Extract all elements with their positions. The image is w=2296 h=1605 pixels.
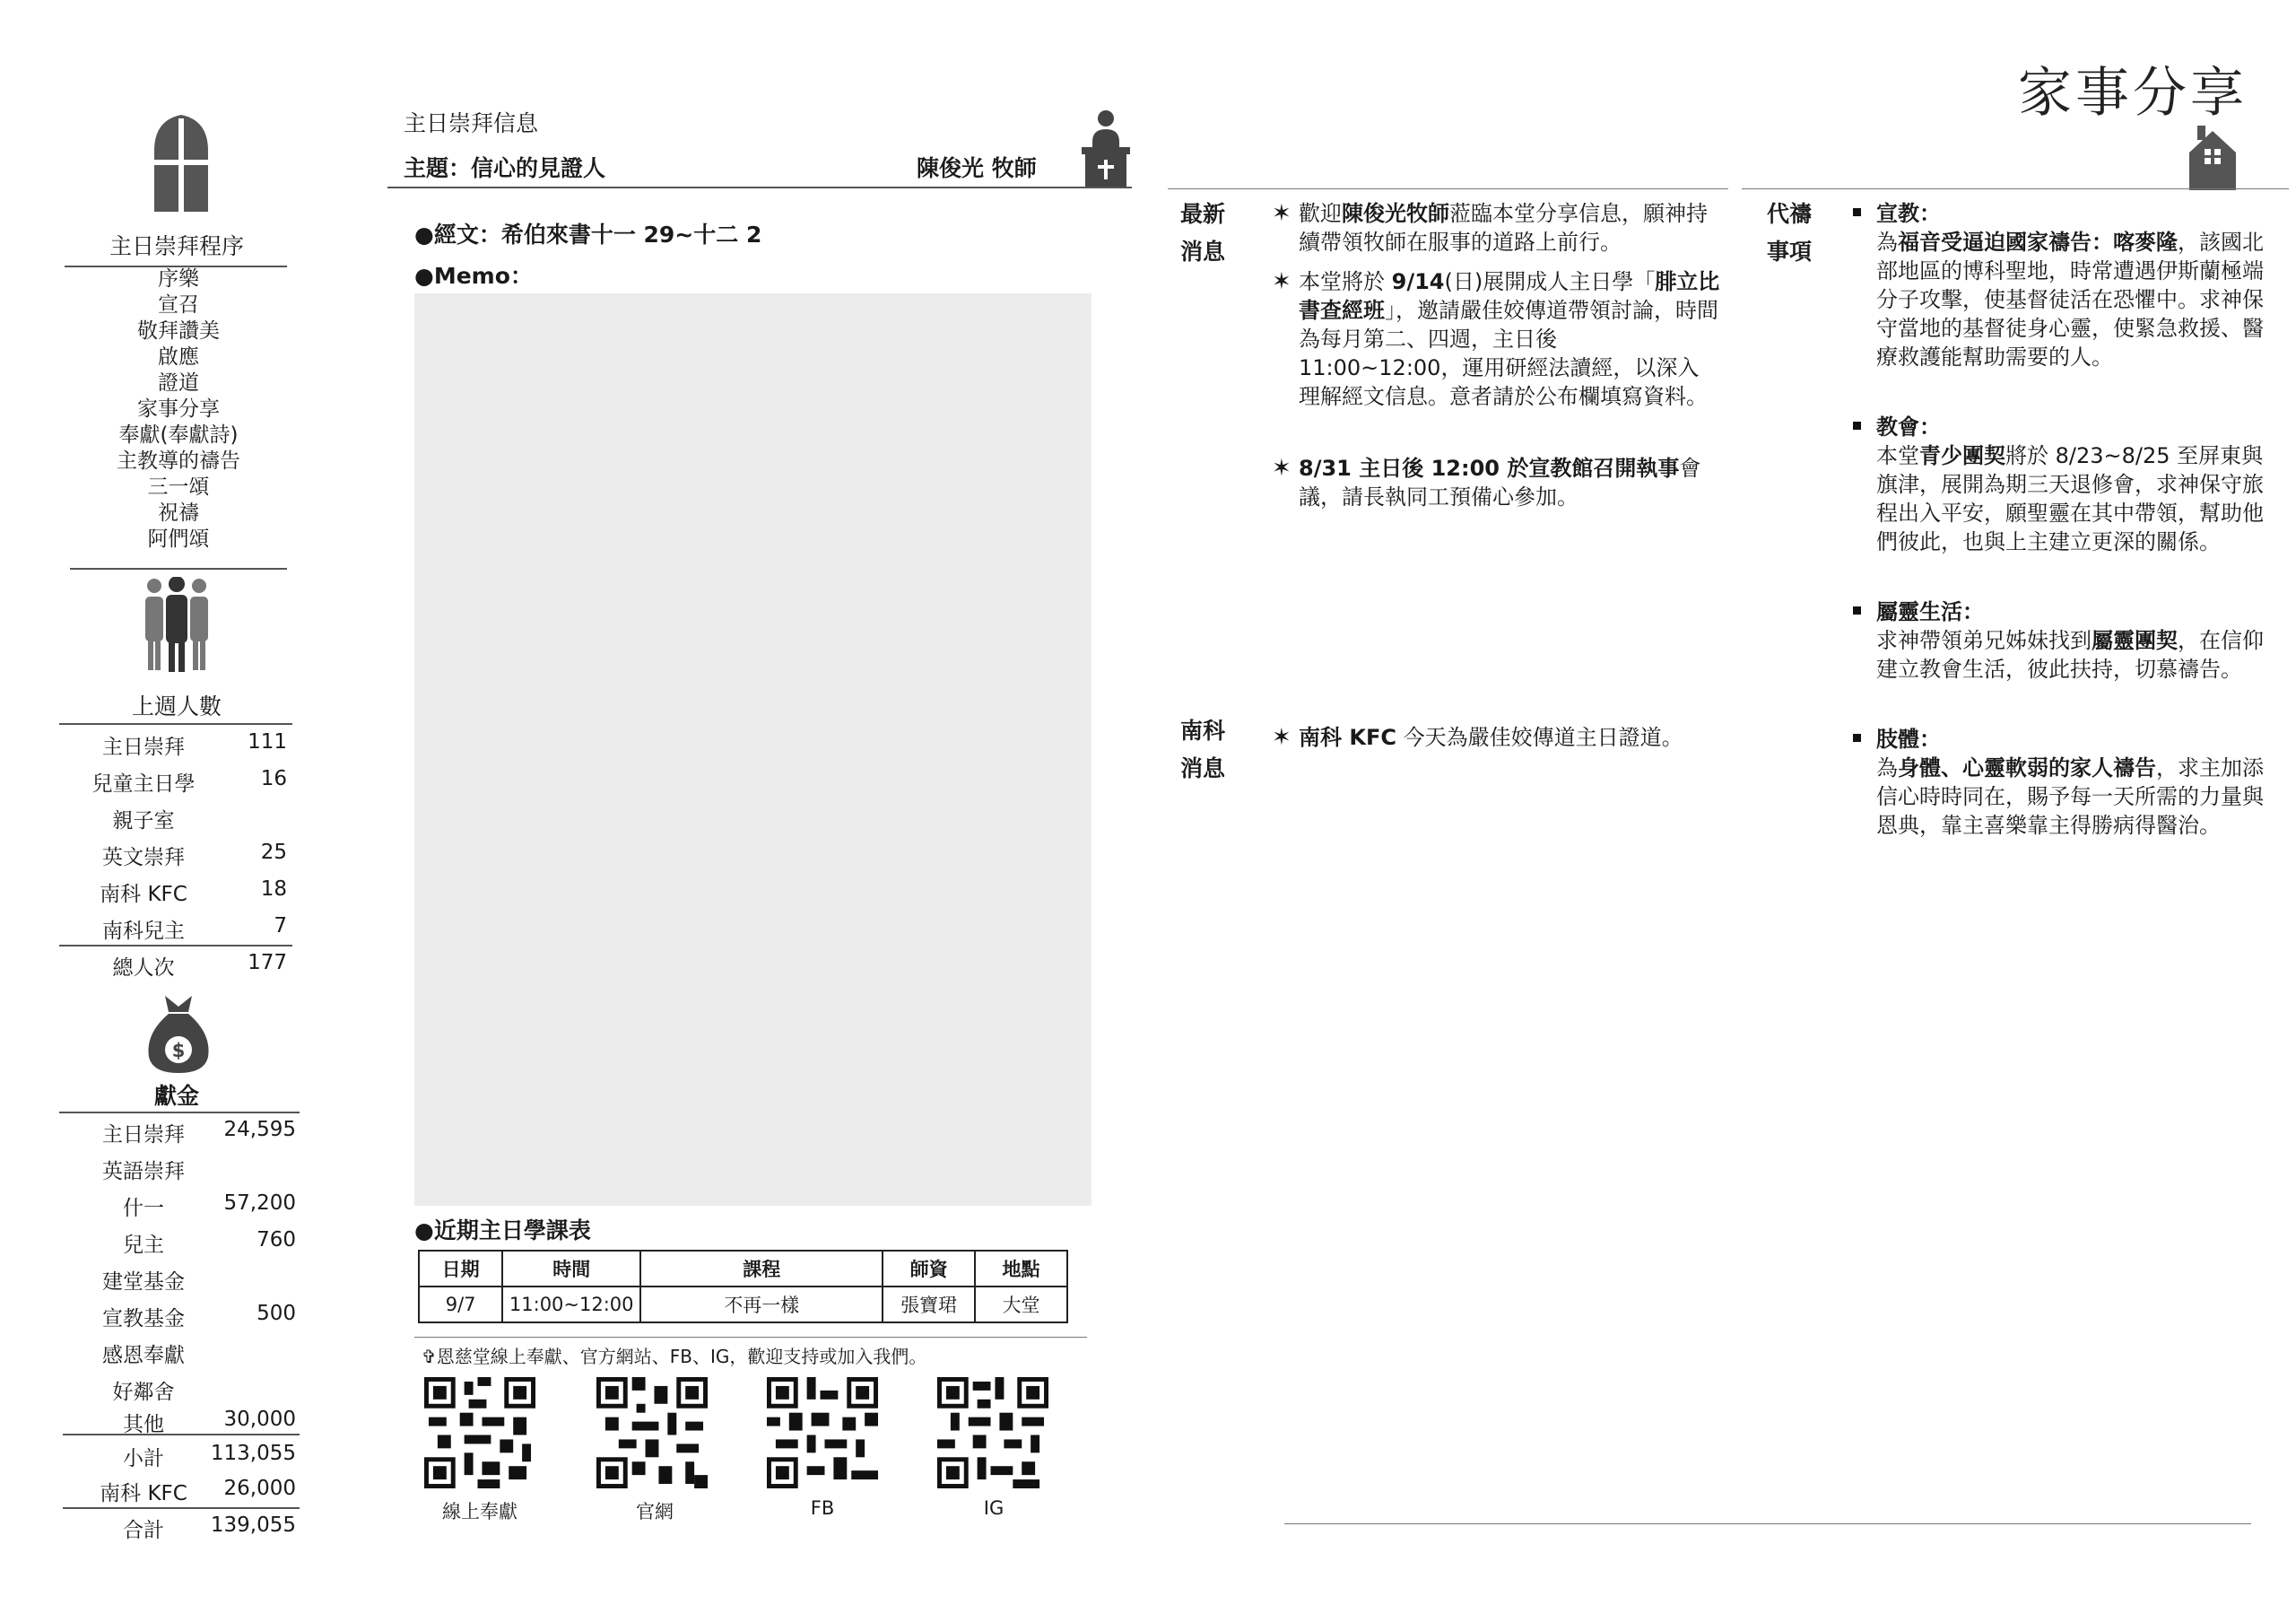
schedule-title: ●近期主日學課表: [414, 1217, 591, 1243]
prayer-label: 代禱 事項: [1767, 201, 1813, 265]
memo-label: ●Memo：: [414, 263, 533, 289]
latest-news-label: 最新 消息: [1180, 201, 1226, 265]
order-item: 三一頌: [147, 475, 210, 499]
order-item: 宣召: [158, 293, 199, 317]
star-bullet-icon: ✶: [1272, 455, 1292, 482]
south-news-item: ✶ 南科 KFC 今天為嚴佳姣傳道主日證道。: [1299, 714, 1693, 761]
scripture: ●經文：希伯來書十一 29~十二 2: [414, 222, 762, 248]
order-item: 主教導的禱告: [117, 449, 240, 473]
links-divider: [414, 1337, 1087, 1338]
star-bullet-icon: ✶: [1272, 724, 1292, 751]
schedule-header: 日期: [419, 1251, 502, 1287]
news-footer-divider: [1284, 1523, 2251, 1524]
memo-area[interactable]: [414, 293, 1091, 1206]
links-caption: ✞恩慈堂線上奉獻、官方網站、FB、IG，歡迎支持或加入我們。: [422, 1346, 927, 1367]
order-item: 奉獻(奉獻詩): [118, 423, 239, 447]
qr-label: FB: [810, 1497, 835, 1519]
news-item: ✶ 歡迎陳俊光牧師蒞臨本堂分享信息，願神持續帶領牧師在服事的道路上前行。: [1272, 200, 1708, 255]
square-bullet-icon: [1853, 606, 1861, 615]
order-item: 敬拜讚美: [137, 319, 220, 343]
subtotal-divider: [63, 1434, 300, 1435]
pulpit-icon: [1080, 109, 1132, 188]
order-item: 家事分享: [137, 397, 220, 421]
schedule-header-row: [419, 1251, 1067, 1287]
sermon-topic: 主題：信心的見證人: [404, 155, 606, 181]
schedule-cell: 9/7: [419, 1287, 502, 1322]
prayer-item: 教會： 本堂青少團契將於 8/23~8/25 至屏東與旗津，展開為期三天退修會，求神保守旅程出入平安，願聖靈在其中帶領，幫助他們彼此，也與上主建立更深的關係。: [1876, 413, 2273, 556]
schedule-header: 師資: [883, 1251, 975, 1287]
order-title: 主日崇拜程序: [109, 233, 244, 259]
south-news-label: 南科 消息: [1180, 718, 1226, 781]
star-bullet-icon: ✶: [1272, 200, 1292, 227]
prayer-item: 宣教： 為福音受逼迫國家禱告：喀麥隆，該國北部地區的博科聖地，時常遭遇伊斯蘭極端分子攻擊，使基督徒活在恐懼中。求神保守當地的基督徒身心靈，使緊急救援、醫療救護能幫助需要的人。: [1876, 199, 2273, 371]
attendance-total-divider: [59, 945, 292, 946]
qr-label: IG: [983, 1497, 1004, 1519]
offering-divider: [59, 1112, 300, 1113]
order-item: 阿們頌: [147, 528, 210, 551]
attendance-divider: [59, 723, 292, 725]
schedule-cell: 大堂: [975, 1287, 1067, 1322]
qr-code-ig[interactable]: [937, 1377, 1048, 1488]
sermon-heading: 主日崇拜信息: [404, 110, 539, 136]
page-title: 家事分享: [2018, 62, 2248, 125]
news-header-divider: [1168, 188, 1728, 189]
order-divider-bottom: [70, 568, 287, 570]
qr-code-offering[interactable]: [424, 1377, 535, 1488]
schedule-cell: 張寶珺: [883, 1287, 975, 1322]
schedule-table: [418, 1250, 1068, 1323]
schedule-header: 地點: [975, 1251, 1067, 1287]
church-window-icon: [152, 115, 210, 212]
schedule-cell: 11:00~12:00: [502, 1287, 640, 1322]
news-item: ✶ 本堂將於 9/14(日)展開成人主日學「腓立比書查經班」，邀請嚴佳姣傳道帶領討論，時間為每月第二、四週，主日後 11:00~12:00，運用研經法讀經，以深入理解經文信息。意者請於公布欄填寫資料。: [1272, 268, 1720, 409]
qr-code-website[interactable]: [596, 1377, 708, 1488]
house-icon: [2189, 126, 2236, 190]
dollar-sign: $: [171, 1040, 186, 1061]
order-item: 祝禱: [158, 502, 199, 525]
news-item: ✶ 8/31 主日後 12:00 於宣教館召開執事會議，請長執同工預備心參加。: [1272, 455, 1701, 510]
sermon-header-divider: [387, 187, 1132, 188]
table-row: [419, 1287, 1067, 1322]
schedule-cell: 不再一樣: [640, 1287, 883, 1322]
attendance-title: 上週人數: [131, 693, 222, 720]
order-list: [65, 266, 292, 553]
schedule-header: 時間: [502, 1251, 640, 1287]
star-bullet-icon: ✶: [1272, 268, 1292, 295]
total-divider: [63, 1507, 300, 1509]
qr-code-fb[interactable]: [767, 1377, 878, 1488]
order-item: 序樂: [158, 267, 199, 291]
prayer-item: 屬靈生活： 求神帶領弟兄姊妹找到屬靈團契，在信仰建立教會生活，彼此扶持，切慕禱告。: [1876, 598, 2273, 684]
square-bullet-icon: [1853, 734, 1861, 742]
offering-title: 獻金: [153, 1083, 199, 1109]
qr-label: 線上奉獻: [442, 1501, 517, 1522]
square-bullet-icon: [1853, 208, 1861, 216]
prayer-item: 肢體： 為身體、心靈軟弱的家人禱告，求主加添信心時時同在，賜予每一天所需的力量與恩典，靠主喜樂靠主得勝病得醫治。: [1876, 725, 2273, 840]
sermon-speaker: 陳俊光 牧師: [917, 155, 1037, 181]
order-item: 啟應: [158, 345, 199, 369]
square-bullet-icon: [1853, 422, 1861, 430]
prayer-header-divider: [1742, 188, 2289, 189]
order-item: 證道: [158, 371, 199, 395]
schedule-header: 課程: [640, 1251, 883, 1287]
qr-label: 官網: [636, 1501, 674, 1522]
money-bag-icon: [145, 994, 212, 1073]
people-icon: [142, 577, 212, 672]
